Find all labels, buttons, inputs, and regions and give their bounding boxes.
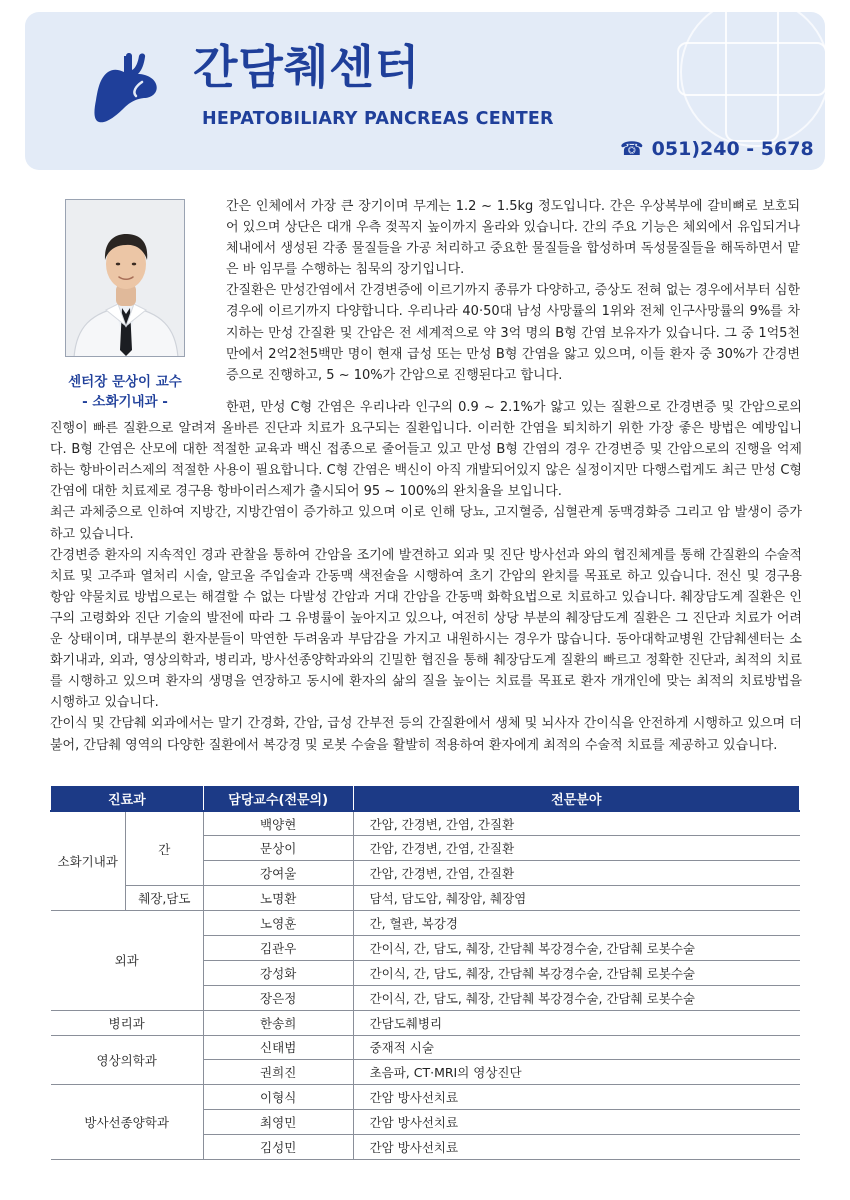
table-row — [51, 1010, 800, 1035]
paragraph: 간경변증 환자의 지속적인 경과 관찰을 통하여 간암을 조기에 발견하고 외과 및 진단 방사선과 와의 협진체계를 통해 간질환의 수술적 치료 및 고주파 열처리 시술, 알코올 주입술과 간동맥 색전술을 시행하여 초기 간암의 완치를 목표로 하고 있습니다. 전신 및 경구용 항암 약물치료 방법으로는 해결할 수 없는 다발성 간암과 거대 간암을 간동맥 화학요법으로 치료하고 있습니다. 췌장담도계 질환은 인구의 고령화와 진단 기술의 발전에 따라 그 유병률이 높아지고 있으나, 여전히 상당 부분의 췌장담도계 질환은 그 진단과 치료가 어려운 상태이며, 대부분의 환자분들이 막연한 두려움과 부담감을 가지고 내원하시는 경우가 많습니다. 동아대학교병원 간담췌센터는 소화기내과, 외과, 영상의학과, 병리과, 방사선종양학과와의 긴밀한 협진을 통해 췌장담도계 질환의 빠르고 정확한 진단과, 최적의 치료를 시행하고 있으며 환자의 생명을 연장하고 동시에 환자의 삶의 질을 높이는 치료를 목표로 환자 개개인에 맞는 최적의 치료방법을 시행하고 있습니다. — [50, 547, 802, 711]
name-cell: 이형식 — [203, 1085, 353, 1110]
body-text — [50, 397, 802, 756]
name-cell: 노명환 — [203, 886, 353, 911]
name-cell: 문상이 — [203, 836, 353, 861]
telephone-icon: ☎ — [620, 138, 644, 160]
table-row — [51, 1085, 800, 1110]
field-cell: 간이식, 간, 담도, 췌장, 간담췌 복강경수술, 간담췌 로봇수술 — [353, 960, 799, 985]
field-cell: 간암 방사선치료 — [353, 1085, 799, 1110]
field-cell: 초음파, CT·MRI의 영상진단 — [353, 1060, 799, 1085]
name-cell: 강여울 — [203, 861, 353, 886]
header-banner — [25, 12, 825, 170]
doctor-photo — [65, 199, 185, 357]
dept-cell: 소화기내과 — [51, 811, 126, 911]
field-cell: 간암 방사선치료 — [353, 1135, 799, 1160]
doctor-portrait-icon — [66, 200, 185, 357]
field-cell: 간암, 간경변, 간염, 간질환 — [353, 836, 799, 861]
subdept-cell: 췌장,담도 — [125, 886, 203, 911]
phone-number — [620, 138, 814, 160]
name-cell: 신태범 — [203, 1035, 353, 1060]
page-subtitle: HEPATOBILIARY PANCREAS CENTER — [202, 109, 554, 129]
field-cell: 간암 방사선치료 — [353, 1110, 799, 1135]
page-title: 간담췌센터 — [193, 40, 421, 94]
name-cell: 장은정 — [203, 985, 353, 1010]
intro-text — [226, 196, 800, 386]
doctor-department: - 소화기내과 - — [82, 394, 168, 410]
field-cell: 간암, 간경변, 간염, 간질환 — [353, 811, 799, 836]
name-cell: 권희진 — [203, 1060, 353, 1085]
dept-cell: 병리과 — [51, 1010, 204, 1035]
paragraph: 최근 과체중으로 인하여 지방간, 지방간염이 증가하고 있으며 이로 인해 당뇨, 고지혈증, 심혈관계 동맥경화증 그리고 암 발생이 증가하고 있습니다. — [50, 505, 802, 542]
paragraph: 한편, 만성 C형 간염은 우리나라 인구의 0.9 ~ 2.1%가 앓고 있는 질환으로 간경변증 및 간암으로의 진행이 빠른 질환으로 알려져 올바른 진단과 치료가 요구되는 질환입니다. 이러한 간염을 퇴치하기 위한 가장 좋은 방법은 예방입니다. B형 간염은 산모에 대한 적절한 교육과 백신 접종으로 줄어들고 있고 만성 B형 간염의 경우 간경변증 및 간암으로의 진행을 억제하는 항바이러스제의 적절한 사용이 필요합니다. C형 간염은 백신이 아직 개발되어있지 않은 실정이지만 다행스럽게도 최근 만성 C형 간염에 대한 치료제로 경구용 항바이러스제가 출시되어 95 ~ 100%의 완치율을 보입니다. — [50, 400, 802, 500]
staff-table — [50, 786, 800, 1160]
field-cell: 간이식, 간, 담도, 췌장, 간담췌 복강경수술, 간담췌 로봇수술 — [353, 935, 799, 960]
field-cell: 간, 혈관, 복강경 — [353, 911, 799, 936]
paragraph: 간이식 및 간담췌 외과에서는 말기 간경화, 간암, 급성 간부전 등의 간질환에서 생체 및 뇌사자 간이식을 안전하게 시행하고 있으며 더불어, 간담췌 영역의 다양한 질환에서 복강경 및 로봇 수술을 활발히 적용하여 환자에게 최적의 수술적 치료를 제공하고 있습니다. — [50, 716, 802, 753]
name-cell: 강성화 — [203, 960, 353, 985]
table-row — [51, 811, 800, 836]
doctor-name-title: 센터장 문상이 교수 — [68, 374, 182, 390]
dept-cell: 외과 — [51, 911, 204, 1011]
table-row — [51, 886, 800, 911]
field-cell: 중재적 시술 — [353, 1035, 799, 1060]
header-specialty: 전문분야 — [353, 786, 799, 811]
dept-cell: 방사선종양학과 — [51, 1085, 204, 1160]
name-cell: 김관우 — [203, 935, 353, 960]
decorative-cross — [677, 42, 825, 96]
paragraph: 간질환은 만성간염에서 간경변증에 이르기까지 종류가 다양하고, 증상도 전혀 없는 경우에서부터 심한 경우에 이르기까지 다양합니다. 우리나라 40·50대 남성 사망률의 1위와 전체 인구사망률의 9%를 차지하는 만성 간질환 및 간암은 전 세계적으로 약 3억 명의 B형 간염 보유자가 있습니다. 그 중 1억5천만에서 2억2천5백만 명이 현재 급성 또는 만성 B형 간염을 앓고 있으며, 이들 환자 중 30%가 간경변증으로 진행하고, 5 ~ 10%가 간암으로 진행된다고 합니다. — [226, 283, 800, 383]
header-professor: 담당교수(전문의) — [203, 786, 353, 811]
field-cell: 간암, 간경변, 간염, 간질환 — [353, 861, 799, 886]
table-header-row — [51, 786, 800, 811]
field-cell: 간이식, 간, 담도, 췌장, 간담췌 복강경수술, 간담췌 로봇수술 — [353, 985, 799, 1010]
dept-cell: 영상의학과 — [51, 1035, 204, 1085]
name-cell: 노영훈 — [203, 911, 353, 936]
name-cell: 백양현 — [203, 811, 353, 836]
name-cell: 김성민 — [203, 1135, 353, 1160]
table-row — [51, 911, 800, 936]
field-cell: 담석, 담도암, 췌장암, 췌장염 — [353, 886, 799, 911]
table-row — [51, 1035, 800, 1060]
header-department: 진료과 — [51, 786, 204, 811]
phone-text: 051)240 - 5678 — [651, 138, 814, 160]
liver-icon — [92, 52, 162, 127]
name-cell: 한송희 — [203, 1010, 353, 1035]
name-cell: 최영민 — [203, 1110, 353, 1135]
field-cell: 간담도췌병리 — [353, 1010, 799, 1035]
subdept-cell: 간 — [125, 811, 203, 886]
paragraph: 간은 인체에서 가장 큰 장기이며 무게는 1.2 ~ 1.5kg 정도입니다. 간은 우상복부에 갈비뼈로 보호되어 있으며 상단은 대개 우측 젖꼭지 높이까지 올라와 있습니다. 간의 주요 기능은 체외에서 유입되거나 체내에서 생성된 각종 물질들을 가공 처리하고 중요한 물질들을 합성하며 독성물질들을 해독하면서 맡은 바 임무를 수행하는 침묵의 장기입니다. — [226, 199, 800, 278]
